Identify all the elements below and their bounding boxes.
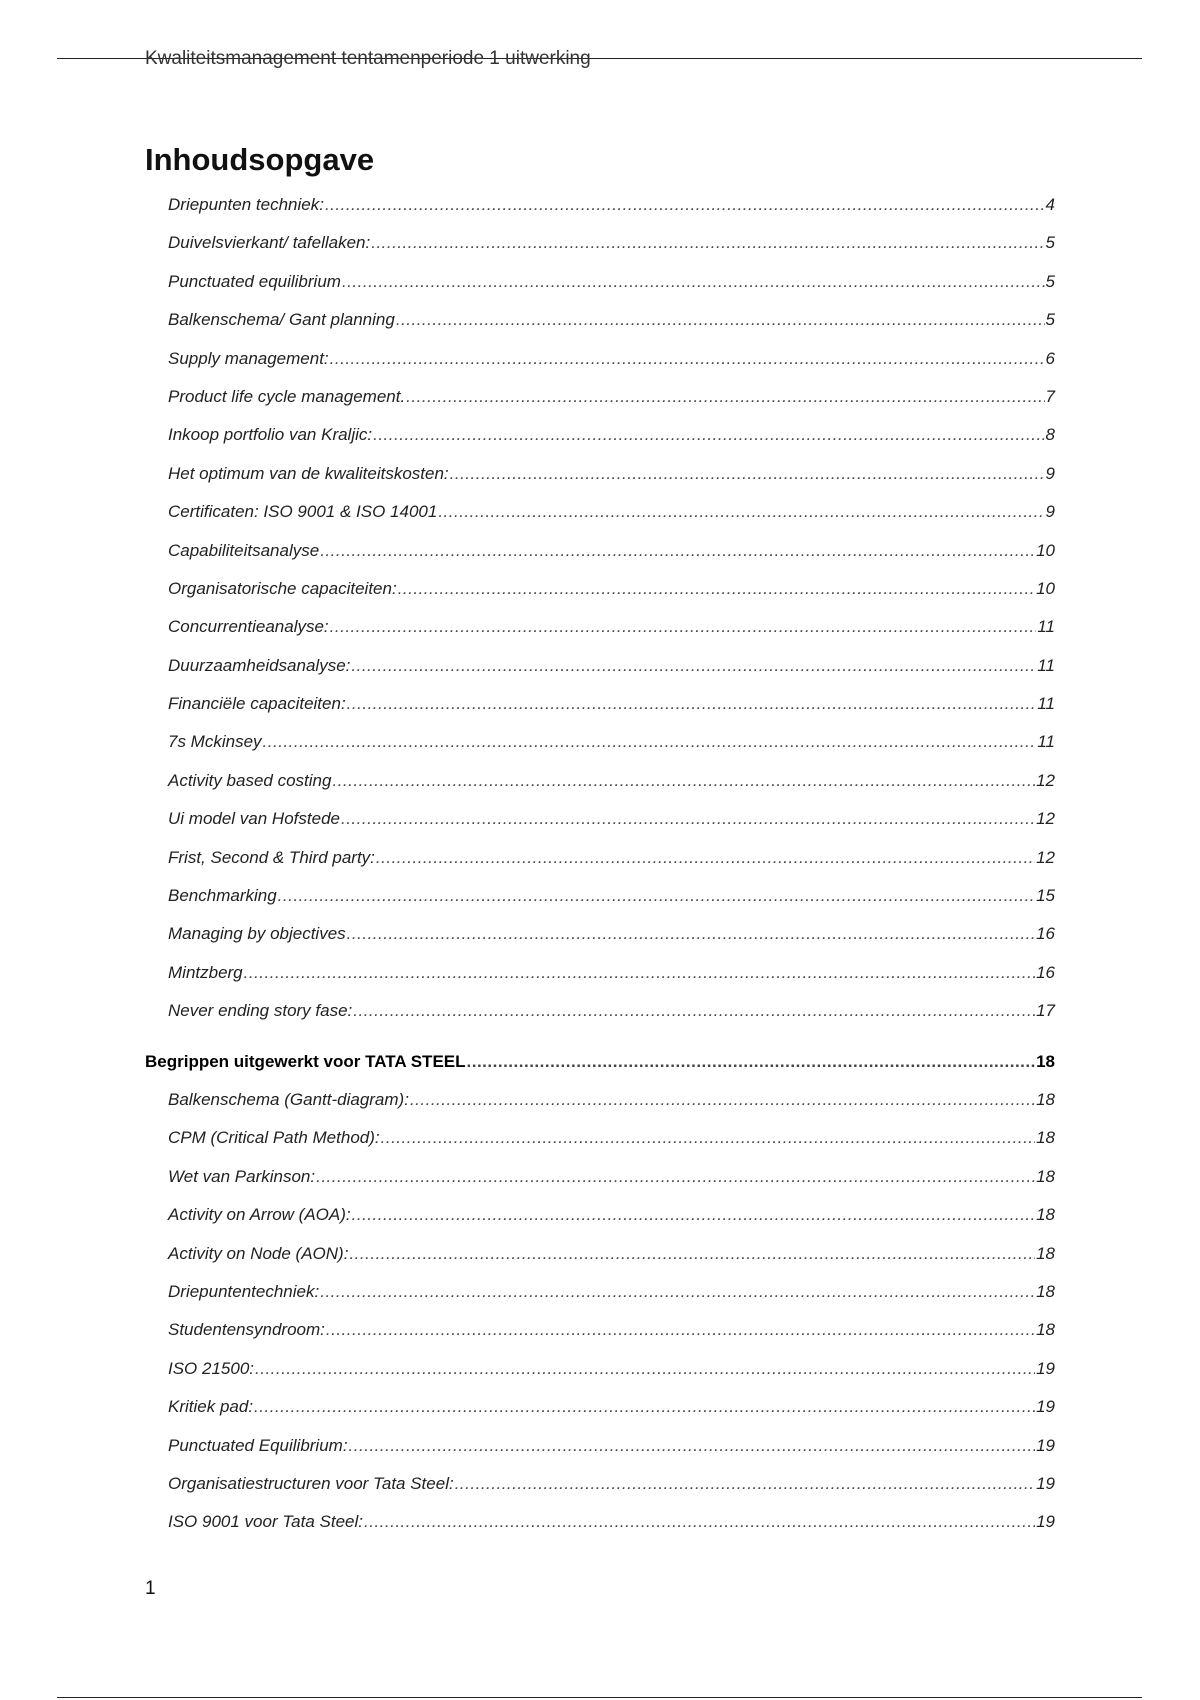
toc-entry[interactable] xyxy=(145,386,1055,424)
toc-entry-label: Driepuntentechniek: xyxy=(168,1281,320,1301)
toc-entry-page: 9 xyxy=(1045,502,1055,522)
toc-entry-label: Capabiliteitsanalyse xyxy=(168,540,320,560)
toc-entry-label: Organisatiestructuren voor Tata Steel: xyxy=(168,1473,454,1493)
toc-entry-page: 12 xyxy=(1036,809,1055,829)
dot-leader xyxy=(254,1396,1035,1418)
toc-entry-label: Ui model van Hofstede xyxy=(168,809,340,829)
toc-entry-page: 10 xyxy=(1036,540,1055,560)
toc-entry[interactable] xyxy=(145,1204,1055,1242)
toc-entry-label: Mintzberg xyxy=(168,962,243,982)
toc-entry-page: 10 xyxy=(1036,578,1055,598)
toc-entry-page: 18 xyxy=(1036,1205,1055,1225)
toc-entry-page: 11 xyxy=(1037,617,1055,637)
toc-entry[interactable] xyxy=(145,501,1055,539)
toc-entry-page: 18 xyxy=(1036,1128,1055,1148)
toc-entry-label: ISO 9001 voor Tata Steel: xyxy=(168,1512,363,1532)
toc-entry-page: 19 xyxy=(1036,1397,1055,1417)
dot-leader xyxy=(320,1281,1035,1303)
toc-entry-page: 18 xyxy=(1036,1051,1055,1071)
toc-entry[interactable] xyxy=(145,808,1055,846)
dot-leader xyxy=(398,578,1035,600)
toc-entry-label: Driepunten techniek: xyxy=(168,195,324,214)
dot-leader xyxy=(349,1243,1035,1265)
toc-entry[interactable] xyxy=(145,1243,1055,1281)
toc-entry-label: 7s Mckinsey xyxy=(168,732,262,752)
toc-entry[interactable] xyxy=(145,616,1055,654)
toc-entry-label: Het optimum van de kwaliteitskosten: xyxy=(168,463,449,483)
toc-entry-label: Benchmarking xyxy=(168,886,277,906)
toc-entry[interactable] xyxy=(145,1089,1055,1127)
dot-leader xyxy=(320,540,1035,562)
toc-entry-label: Punctuated equilibrium xyxy=(168,271,341,291)
dot-leader xyxy=(353,1000,1035,1022)
toc-entry-page: 19 xyxy=(1036,1512,1055,1532)
toc-entry-page: 5 xyxy=(1045,233,1055,253)
toc-entry-page: 18 xyxy=(1036,1089,1055,1109)
dot-leader xyxy=(364,1511,1035,1533)
dot-leader xyxy=(326,1319,1035,1341)
toc-entry[interactable] xyxy=(145,1166,1055,1204)
toc-entry-page: 18 xyxy=(1036,1166,1055,1186)
toc-entry-label: Financiële capaciteiten: xyxy=(168,694,346,714)
toc-entry-page: 18 xyxy=(1036,1243,1055,1263)
toc-list xyxy=(145,194,1055,1550)
footer-rule xyxy=(57,1697,1142,1698)
toc-entry[interactable] xyxy=(145,309,1055,347)
toc-entry[interactable] xyxy=(145,847,1055,885)
toc-entry-label: Inkoop portfolio van Kraljic: xyxy=(168,425,373,445)
toc-entry-page: 19 xyxy=(1036,1473,1055,1493)
toc-entry-page: 19 xyxy=(1036,1435,1055,1455)
dot-leader xyxy=(352,1204,1035,1226)
dot-leader xyxy=(467,1051,1036,1073)
toc-entry[interactable] xyxy=(145,232,1055,270)
toc-entry-page: 11 xyxy=(1037,694,1055,714)
toc-entry[interactable] xyxy=(145,923,1055,961)
dot-leader xyxy=(455,1473,1035,1495)
dot-leader xyxy=(347,693,1037,715)
toc-entry[interactable] xyxy=(145,348,1055,386)
toc-entry[interactable] xyxy=(145,424,1055,462)
toc-entry[interactable] xyxy=(145,770,1055,808)
toc-entry[interactable] xyxy=(145,271,1055,309)
toc-entry-page: 5 xyxy=(1045,310,1055,330)
toc-entry-label: Duurzaamheidsanalyse: xyxy=(168,655,351,675)
dot-leader xyxy=(342,271,1045,293)
toc-entry[interactable] xyxy=(145,731,1055,769)
toc-entry-page: 12 xyxy=(1036,770,1055,790)
toc-entry[interactable] xyxy=(145,885,1055,923)
toc-entry-label: Activity based costing xyxy=(168,770,332,790)
toc-entry[interactable] xyxy=(145,1281,1055,1319)
toc-entry[interactable] xyxy=(145,1000,1055,1038)
toc-title: Inhoudsopgave xyxy=(145,142,375,177)
toc-entry[interactable] xyxy=(145,693,1055,731)
toc-entry-label: Managing by objectives xyxy=(168,924,346,944)
toc-entry-label: ISO 21500: xyxy=(168,1358,255,1378)
toc-entry-page: 8 xyxy=(1045,425,1055,445)
toc-entry-page: 7 xyxy=(1045,386,1055,406)
toc-entry-page: 15 xyxy=(1036,886,1055,906)
toc-entry-page: 5 xyxy=(1045,271,1055,291)
toc-entry-label: Supply management: xyxy=(168,348,329,368)
toc-entry[interactable] xyxy=(145,578,1055,616)
toc-entry[interactable] xyxy=(145,962,1055,1000)
dot-leader xyxy=(263,731,1037,753)
toc-entry[interactable] xyxy=(145,1511,1055,1549)
toc-entry-page: 6 xyxy=(1045,348,1055,368)
dot-leader xyxy=(410,1089,1035,1111)
dot-leader xyxy=(255,1358,1035,1380)
toc-entry-page: 18 xyxy=(1036,1320,1055,1340)
dot-leader xyxy=(371,232,1044,254)
dot-leader xyxy=(330,348,1045,370)
toc-entry[interactable] xyxy=(145,655,1055,693)
toc-entry-label: Certificaten: ISO 9001 & ISO 14001 xyxy=(168,502,438,522)
toc-entry-label: Balkenschema/ Gant planning xyxy=(168,310,395,330)
toc-entry-label: CPM (Critical Path Method): xyxy=(168,1128,380,1148)
toc-entry[interactable] xyxy=(145,1319,1055,1357)
dot-leader xyxy=(325,194,1045,216)
toc-entry-page: 12 xyxy=(1036,847,1055,867)
dot-leader xyxy=(406,386,1044,408)
toc-entry-label: Frist, Second & Third party: xyxy=(168,847,375,867)
toc-entry-label: Organisatorische capaciteiten: xyxy=(168,578,397,598)
toc-entry[interactable] xyxy=(145,1473,1055,1511)
toc-entry-page: 4 xyxy=(1045,195,1055,214)
dot-leader xyxy=(381,1127,1035,1149)
toc-entry-page: 18 xyxy=(1036,1281,1055,1301)
toc-entry-label: Studentensyndroom: xyxy=(168,1320,325,1340)
toc-entry-page: 16 xyxy=(1036,962,1055,982)
dot-leader xyxy=(396,309,1045,331)
toc-entry-label: Kritiek pad: xyxy=(168,1397,254,1417)
toc-entry-page: 11 xyxy=(1037,655,1055,675)
dot-leader xyxy=(278,885,1035,907)
toc-entry-label: Begrippen uitgewerkt voor TATA STEEL xyxy=(145,1051,466,1071)
dot-leader xyxy=(332,770,1035,792)
toc-entry-label: Punctuated Equilibrium: xyxy=(168,1435,348,1455)
toc-entry-page: 17 xyxy=(1036,1001,1055,1021)
toc-entry-label: Product life cycle management. xyxy=(168,386,406,406)
dot-leader xyxy=(316,1166,1035,1188)
dot-leader xyxy=(438,501,1044,523)
toc-entry-label: Duivelsvierkant/ tafellaken: xyxy=(168,233,371,253)
toc-entry-label: Activity on Arrow (AOA): xyxy=(168,1205,351,1225)
dot-leader xyxy=(244,962,1035,984)
dot-leader xyxy=(330,616,1037,638)
running-header: Kwaliteitsmanagement tentamenperiode 1 uitwerking xyxy=(145,48,591,69)
toc-entry[interactable] xyxy=(145,1358,1055,1396)
dot-leader xyxy=(341,808,1035,830)
dot-leader xyxy=(349,1435,1036,1457)
dot-leader xyxy=(351,655,1036,677)
toc-entry[interactable] xyxy=(145,194,1055,232)
dot-leader xyxy=(376,847,1035,869)
toc-entry-page: 9 xyxy=(1045,463,1055,483)
toc-entry[interactable] xyxy=(145,1127,1055,1165)
toc-section-entry[interactable] xyxy=(145,1051,1055,1089)
toc-entry[interactable] xyxy=(145,1396,1055,1434)
dot-leader xyxy=(347,923,1035,945)
toc-entry-page: 11 xyxy=(1037,732,1055,752)
toc-entry[interactable] xyxy=(145,1435,1055,1473)
toc-entry-label: Never ending story fase: xyxy=(168,1001,353,1021)
toc-entry[interactable] xyxy=(145,540,1055,578)
dot-leader xyxy=(373,424,1044,446)
toc-entry-label: Balkenschema (Gantt-diagram): xyxy=(168,1089,409,1109)
toc-entry[interactable] xyxy=(145,463,1055,501)
page-number: 1 xyxy=(145,1578,156,1599)
toc-entry-label: Wet van Parkinson: xyxy=(168,1166,316,1186)
dot-leader xyxy=(450,463,1045,485)
toc-entry-page: 19 xyxy=(1036,1358,1055,1378)
toc-entry-label: Activity on Node (AON): xyxy=(168,1243,349,1263)
toc-entry-page: 16 xyxy=(1036,924,1055,944)
toc-entry-label: Concurrentieanalyse: xyxy=(168,617,329,637)
